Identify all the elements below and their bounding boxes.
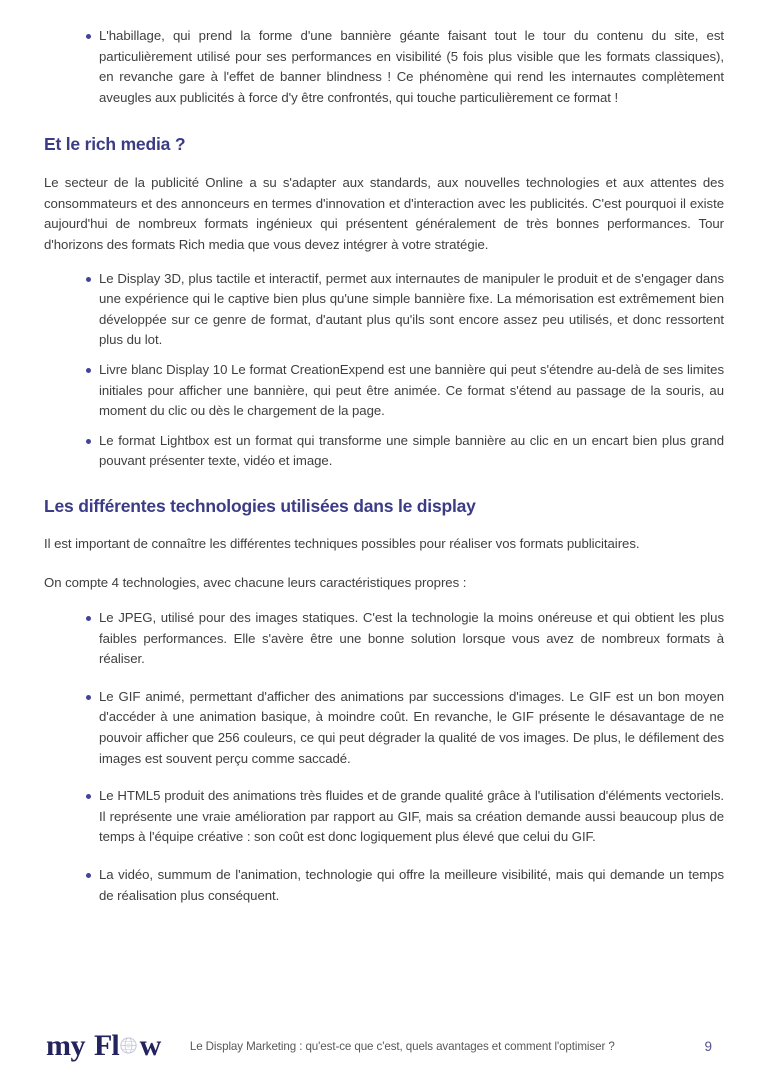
technologies-list-block (44, 608, 724, 906)
bullet-dot-icon (86, 34, 91, 39)
section-rich-media-intro: Le secteur de la publicité Online a su s'adapter aux standards, aux nouvelles technologies et aux attentes des consommateurs et des annonceurs en termes d'innovation et d'interaction avec les publicités. C'est pourquoi il existe aujourd'hui de nombreux formats ingénieux qui présentent généralement de très bonnes performances. Tour d'horizons des formats Rich media que vous devez intégrer à votre stratégie. (44, 175, 724, 253)
list-item-text: Le Display 3D, plus tactile et interactif, permet aux internautes de manipuler le produit et de s'engager dans une expérience qui le captive bien plus qu'une simple bannière fixe. La mémorisation est extrêmement bien développée sur ce genre de format, d'autant plus qu'ils sont encore assez peu utilisés, et donc ressortent plus du lot. (99, 270, 724, 348)
logo-text-my: my (46, 1029, 85, 1062)
list-item-text: La vidéo, summum de l'animation, technologie qui offre la meilleure visibilité, mais qui demande un temps de réalisation plus conséquent. (99, 866, 724, 903)
list-item-text: Le format Lightbox est un format qui transforme une simple bannière au clic en un encart bien plus grand pouvant présenter texte, vidéo et image. (99, 432, 724, 469)
list-item (44, 865, 724, 906)
list-item (44, 431, 724, 472)
bullet-dot-icon (86, 695, 91, 700)
section-heading-rich-media: Et le rich media ? (44, 134, 186, 155)
continuation-bullet-list (44, 26, 724, 108)
section-technologies-heading-block (44, 496, 724, 518)
list-item (44, 608, 724, 670)
page-footer (0, 1003, 768, 1087)
bullet-dot-icon (86, 794, 91, 799)
myflow-logo (46, 1031, 161, 1061)
list-item (44, 687, 724, 769)
logo-text-w: w (139, 1029, 161, 1062)
section-technologies-lead-in: On compte 4 technologies, avec chacune leurs caractéristiques propres : (44, 575, 467, 591)
technologies-bullet-list (44, 608, 724, 906)
footer-page-number: 9 (704, 1038, 712, 1054)
list-item-text: Le JPEG, utilisé pour des images statiques. C'est la technologie la moins onéreuse et qui obtient les plus faibles performances. Elle s'avère être une bonne solution lorsque vous avez de nombreux formats à réaliser. (99, 610, 724, 667)
list-item (44, 360, 724, 422)
list-item (44, 269, 724, 351)
bullet-dot-icon (86, 873, 91, 878)
list-item-text: Le GIF animé, permettant d'afficher des animations par successions d'images. Le GIF est un bon moyen d'accéder à une animation basique, à moindre coût. En revanche, le GIF présente le désavantage de ne pouvoir afficher que 256 couleurs, ce qui peut dégrader la qualité de vos images. De plus, le défilement des images est souvent perçu comme saccadé. (99, 688, 724, 766)
footer-document-title: Le Display Marketing : qu'est-ce que c'est, quels avantages et comment l'optimiser ? (189, 1039, 615, 1053)
bullet-dot-icon (86, 368, 91, 373)
rich-media-bullet-list (44, 269, 724, 472)
globe-dotted-icon (120, 1037, 137, 1054)
list-item-text: Livre blanc Display 10 Le format CreationExpend est une bannière qui peut s'étendre au-delà de ses limites initiales pour afficher une bannière, qui peut être animée. Ce format s'étend au passage de la souris, au moment du clic ou dès le chargement de la page. (99, 362, 724, 419)
bullet-dot-icon (86, 439, 91, 444)
page-content (44, 26, 724, 923)
section-heading-technologies: Les différentes technologies utilisées dans le display (44, 495, 476, 516)
list-item-text: L'habillage, qui prend la forme d'une bannière géante faisant tout le tour du contenu du site, est particulièrement utilisé pour ses performances en visibilité (5 fois plus visible que les formats classiques), en revanche gare à l'effet de banner blindness ! Ce phénomène qui rend les internautes complètement aveugles aux publicités à force d'y être confrontés, qui touche particulièrement ce format ! (99, 28, 724, 105)
section-rich-media-heading-block (44, 134, 724, 156)
section-technologies-intro: Il est important de connaître les différentes techniques possibles pour réaliser vos formats publicitaires. (44, 535, 640, 551)
bullet-dot-icon (86, 616, 91, 621)
list-item-text: Le HTML5 produit des animations très fluides et de grande qualité grâce à l'utilisation d'éléments vectoriels. Il représente une vraie amélioration par rapport au GIF, mais sa création demande aussi beaucoup plus de temps à l'équipe créative : son coût est donc logiquement plus élevé que celui du GIF. (99, 788, 724, 845)
rich-media-list-block (44, 269, 724, 472)
bullet-dot-icon (86, 277, 91, 282)
list-item (44, 786, 724, 848)
logo-text-fl: Fl (94, 1029, 119, 1062)
list-item (44, 26, 724, 108)
footer-inner (46, 1031, 734, 1061)
